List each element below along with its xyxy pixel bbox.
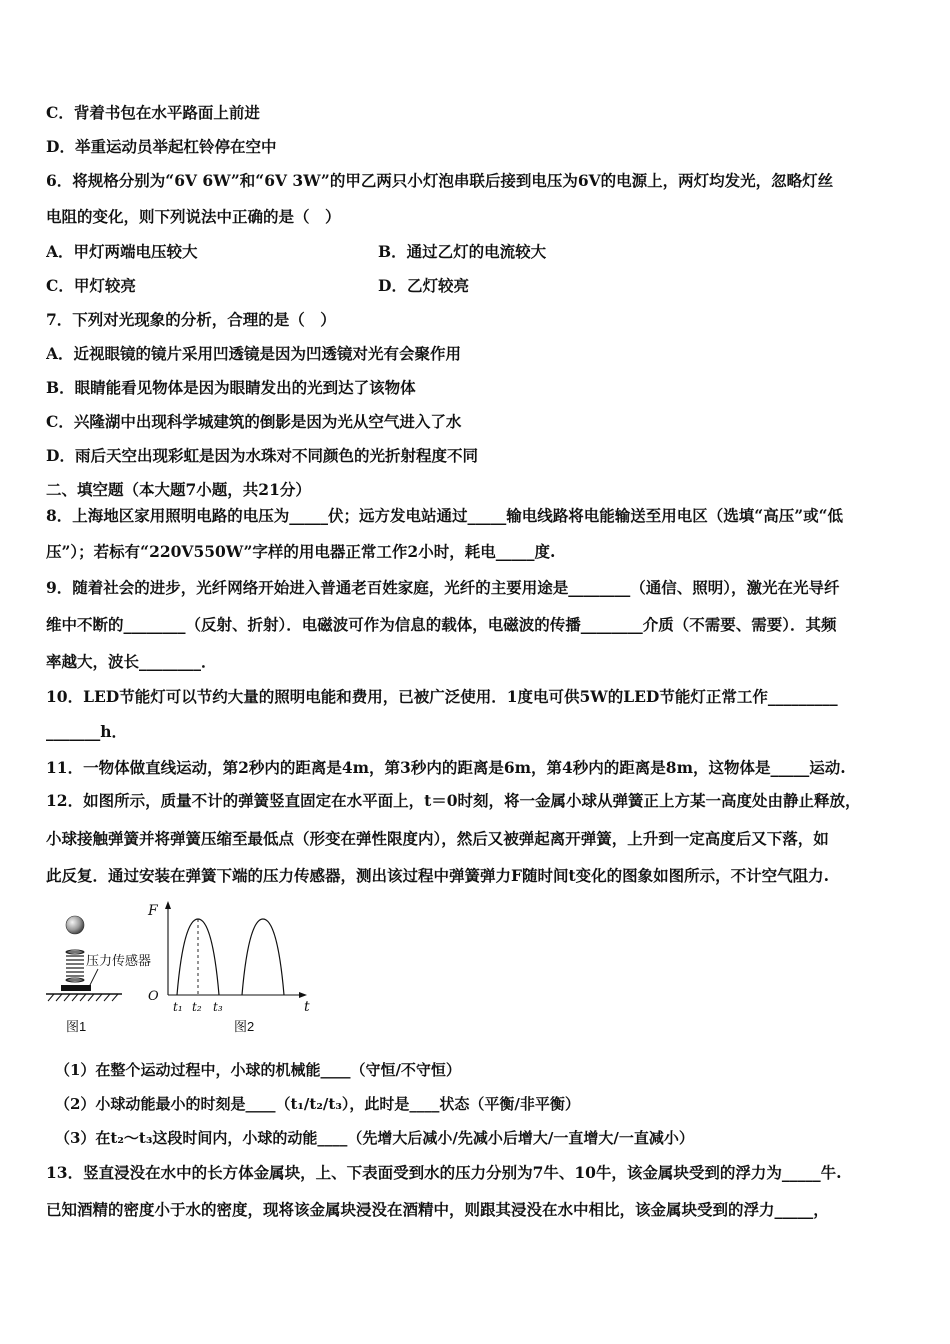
y-axis-arrow-icon: [165, 901, 171, 909]
figure-2: [147, 901, 310, 1034]
section-2-heading: 二、填空题（本大题7小题，共21分）: [46, 480, 311, 499]
q12-sub2: （2）小球动能最小的时刻是____（t₁/t₂/t₃），此时是____状态（平衡/非平衡）: [55, 1095, 580, 1113]
q7-stem: 7．下列对光现象的分析，合理的是（ ）: [46, 310, 336, 329]
q9-line3: 率越大，波长________．: [46, 652, 217, 671]
q8-line1: 8．上海地区家用照明电路的电压为_____伏；远方发电站通过_____输电线路将电能输送至用电区（选填“高压”或“低: [46, 506, 844, 525]
q6-stem-line1: 6．将规格分别为“6V 6W”和“6V 3W”的甲乙两只小灯泡串联后接到电压为6V的电源上，两灯均发光，忽略灯丝: [46, 171, 834, 190]
q12-sub3: （3）在t₂～t₃这段时间内，小球的动能____（先增大后减小/先减小后增大/一直增大/一直减小）: [55, 1129, 694, 1147]
force-curve-2: [242, 919, 284, 995]
origin-label: O: [148, 989, 159, 1004]
q6-option-a: A．甲灯两端电压较大: [46, 242, 198, 261]
x-axis-label: t: [304, 999, 310, 1015]
pressure-sensor-icon: [61, 985, 91, 991]
figure-1-label: 图1: [66, 1019, 87, 1034]
q5-option-c: C．背着书包在水平路面上前进: [46, 103, 260, 122]
sensor-label: 压力传感器: [86, 953, 152, 968]
q5-option-d: D．举重运动员举起杠铃停在空中: [46, 137, 277, 156]
q6-options-row1: [46, 242, 910, 262]
q6-option-d: D．乙灯较亮: [378, 276, 469, 295]
q7-option-a: A．近视眼镜的镜片采用凹透镜是因为凹透镜对光有会聚作用: [46, 344, 462, 363]
q7-option-b: B．眼睛能看见物体是因为眼睛发出的光到达了该物体: [46, 378, 416, 397]
q13-line1: 13．竖直浸没在水中的长方体金属块，上、下表面受到水的压力分别为7牛、10牛，该金属块受到的浮力为_____牛.: [46, 1163, 842, 1182]
ground-hatch: [48, 994, 118, 1001]
q6-stem-line2: 电阻的变化，则下列说法中正确的是（ ）: [46, 207, 341, 226]
metal-ball-icon: [66, 916, 84, 934]
x-axis-arrow-icon: [299, 992, 307, 998]
figure-1: [46, 916, 151, 1034]
t1-label: t₁: [173, 1000, 183, 1014]
q6-option-c: C．甲灯较亮: [46, 276, 136, 295]
q10-line2: _______h．: [46, 722, 128, 741]
q12-figure: [44, 897, 344, 1037]
q7-option-d: D．雨后天空出现彩虹是因为水珠对不同颜色的光折射程度不同: [46, 446, 478, 465]
q12-line2: 小球接触弹簧并将弹簧压缩至最低点（形变在弹性限度内），然后又被弹起离开弹簧，上升到一定高度后又下落，如: [46, 829, 829, 848]
figure-2-label: 图2: [234, 1019, 255, 1034]
q8-line2: 压”）；若标有“220V550W”字样的用电器正常工作2小时，耗电_____度.: [46, 542, 556, 561]
q13-line2: 已知酒精的密度小于水的密度，现将该金属块浸没在酒精中，则跟其浸没在水中相比，该金属块受到的浮力_____，: [46, 1200, 829, 1219]
q12-line3: 此反复．通过安装在弹簧下端的压力传感器，测出该过程中弹簧弹力F随时间t变化的图象如图所示，不计空气阻力.: [46, 866, 830, 885]
q7-option-c: C．兴隆湖中出现科学城建筑的倒影是因为光从空气进入了水: [46, 412, 462, 431]
t3-label: t₃: [213, 1000, 223, 1014]
q12-line1: 12．如图所示，质量不计的弹簧竖直固定在水平面上，t＝0时刻，将一金属小球从弹簧正上方某一高度处由静止释放，: [46, 791, 861, 810]
q12-figure-svg: [44, 897, 344, 1037]
q9-line2: 维中不断的________（反射、折射）．电磁波可作为信息的载体，电磁波的传播________介质（不需要、需要）．其频: [46, 615, 837, 634]
q9-line1: 9．随着社会的进步，光纤网络开始进入普通老百姓家庭，光纤的主要用途是________（通信、照明），激光在光导纤: [46, 578, 840, 597]
q11: 11．一物体做直线运动，第2秒内的距离是4m，第3秒内的距离是6m，第4秒内的距离是8m，这物体是_____运动.: [46, 758, 846, 777]
y-axis-label: F: [148, 903, 158, 919]
q12-sub1: （1）在整个运动过程中，小球的机械能____（守恒/不守恒）: [55, 1061, 461, 1079]
q6-option-b: B．通过乙灯的电流较大: [378, 242, 547, 261]
spring-icon: [66, 952, 84, 980]
q10-line1: 10．LED节能灯可以节约大量的照明电能和费用，已被广泛使用．1度电可供5W的LED节能灯正常工作_________: [46, 687, 838, 706]
q6-options-row2: [46, 276, 910, 296]
t2-label: t₂: [192, 1000, 202, 1014]
